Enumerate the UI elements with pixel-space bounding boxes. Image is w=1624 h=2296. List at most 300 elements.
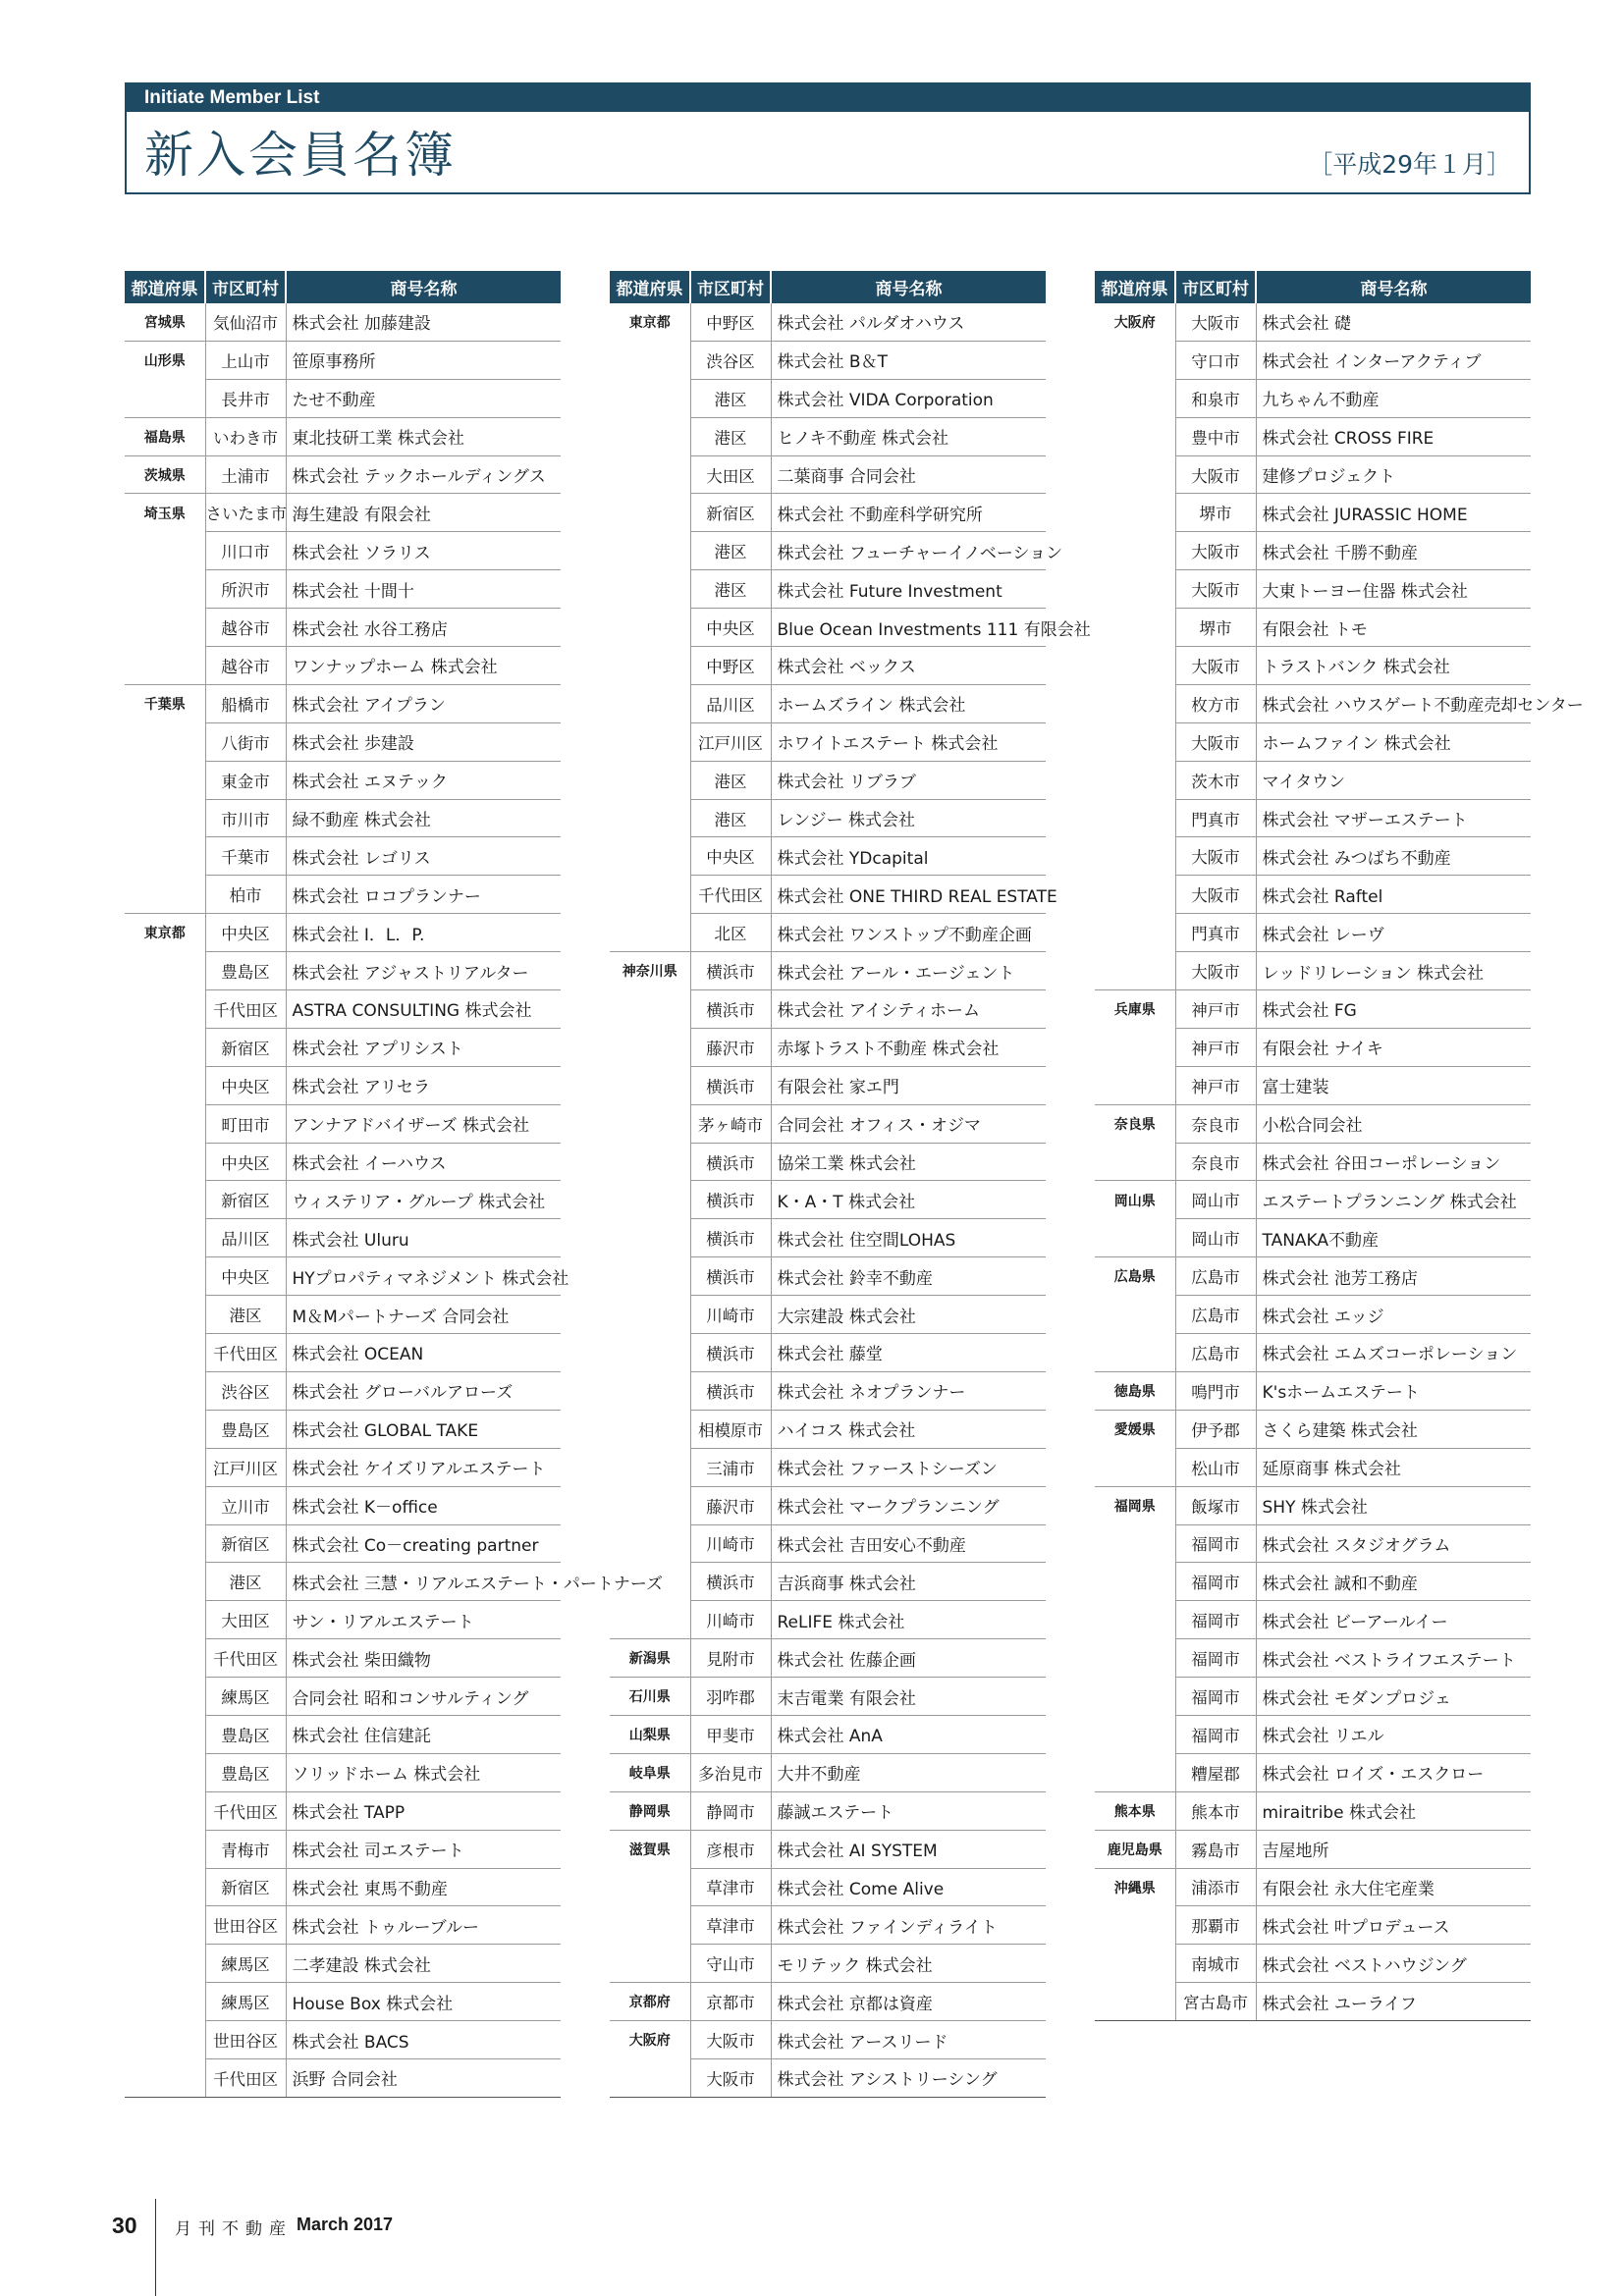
table-row bbox=[610, 1143, 1046, 1181]
company-name-cell: K'sホームエステート bbox=[1256, 1371, 1531, 1410]
city-cell: 港区 bbox=[690, 570, 771, 609]
footer-divider bbox=[155, 2199, 156, 2296]
table-row bbox=[1095, 417, 1531, 455]
header-pref: 都道府県 bbox=[1095, 271, 1175, 303]
company-name-cell: 株式会社 柴田織物 bbox=[286, 1639, 561, 1678]
table-row bbox=[610, 1791, 1046, 1830]
table-row bbox=[125, 1066, 561, 1104]
table-row bbox=[125, 1868, 561, 1906]
city-cell: 青梅市 bbox=[205, 1830, 286, 1868]
city-cell: 福岡市 bbox=[1175, 1524, 1256, 1563]
table-row bbox=[1095, 303, 1531, 341]
table-row bbox=[610, 1524, 1046, 1563]
pref-cell: 埼玉県 bbox=[125, 494, 205, 532]
pref-cell bbox=[125, 722, 205, 761]
city-cell: 茅ヶ崎市 bbox=[690, 1104, 771, 1143]
city-cell: 熊本市 bbox=[1175, 1791, 1256, 1830]
pref-cell: 福岡県 bbox=[1095, 1486, 1175, 1524]
table-row bbox=[125, 1524, 561, 1563]
company-name-cell: 株式会社 K－office bbox=[286, 1486, 561, 1524]
city-cell: 奈良市 bbox=[1175, 1104, 1256, 1143]
company-name-cell: 株式会社 藤堂 bbox=[771, 1334, 1046, 1372]
pref-cell bbox=[610, 1028, 690, 1066]
table-row bbox=[125, 876, 561, 914]
company-name-cell: 株式会社 ONE THIRD REAL ESTATE bbox=[771, 876, 1046, 914]
city-cell: 千代田区 bbox=[690, 876, 771, 914]
company-name-cell: 株式会社 司エステート bbox=[286, 1830, 561, 1868]
pref-cell bbox=[610, 1906, 690, 1945]
pref-cell: 沖縄県 bbox=[1095, 1868, 1175, 1906]
page-title: 新入会員名簿 bbox=[144, 127, 457, 184]
table-row bbox=[1095, 1906, 1531, 1945]
table-row bbox=[610, 1104, 1046, 1143]
city-cell: 横浜市 bbox=[690, 1143, 771, 1181]
issue-date: March 2017 bbox=[297, 2215, 394, 2234]
pref-cell bbox=[610, 1066, 690, 1104]
table-row bbox=[610, 303, 1046, 341]
city-cell: 所沢市 bbox=[205, 570, 286, 609]
table-row bbox=[125, 1601, 561, 1639]
pref-cell bbox=[125, 2021, 205, 2059]
table-row bbox=[1095, 1563, 1531, 1601]
pref-cell bbox=[610, 609, 690, 647]
company-name-cell: 株式会社 テックホールディングス bbox=[286, 455, 561, 494]
company-name-cell: ReLIFE 株式会社 bbox=[771, 1601, 1046, 1639]
pref-cell: 徳島県 bbox=[1095, 1371, 1175, 1410]
city-cell: 練馬区 bbox=[205, 1945, 286, 1983]
company-name-cell: ワンナップホーム 株式会社 bbox=[286, 647, 561, 685]
pref-cell bbox=[610, 1219, 690, 1257]
city-cell: 松山市 bbox=[1175, 1448, 1256, 1486]
table-row bbox=[610, 1945, 1046, 1983]
company-name-cell: 株式会社 アリセラ bbox=[286, 1066, 561, 1104]
city-cell: 鳴門市 bbox=[1175, 1371, 1256, 1410]
header-pref: 都道府県 bbox=[125, 271, 205, 303]
city-cell: 千代田区 bbox=[205, 1791, 286, 1830]
table-row bbox=[1095, 341, 1531, 379]
city-cell: 那覇市 bbox=[1175, 1906, 1256, 1945]
company-name-cell: ソリッドホーム 株式会社 bbox=[286, 1753, 561, 1791]
company-name-cell: レッドリレーション 株式会社 bbox=[1256, 952, 1531, 990]
pref-cell bbox=[1095, 1066, 1175, 1104]
company-name-cell: 赤塚トラスト不動産 株式会社 bbox=[771, 1028, 1046, 1066]
company-name-cell: 株式会社 レーヴ bbox=[1256, 914, 1531, 952]
city-cell: 大阪市 bbox=[1175, 876, 1256, 914]
table-row bbox=[125, 1371, 561, 1410]
pref-cell bbox=[125, 1181, 205, 1219]
company-name-cell: 合同会社 昭和コンサルティング bbox=[286, 1678, 561, 1716]
company-name-cell: 株式会社 アイシティホーム bbox=[771, 990, 1046, 1029]
header-band: Initiate Member List bbox=[127, 84, 1529, 112]
table-row bbox=[125, 1219, 561, 1257]
city-cell: 草津市 bbox=[690, 1868, 771, 1906]
company-name-cell: ハイコス 株式会社 bbox=[771, 1410, 1046, 1448]
city-cell: いわき市 bbox=[205, 417, 286, 455]
pref-cell bbox=[610, 1296, 690, 1334]
pref-cell bbox=[125, 1715, 205, 1753]
table-row bbox=[125, 1296, 561, 1334]
pref-cell: 兵庫県 bbox=[1095, 990, 1175, 1029]
pref-cell bbox=[610, 1104, 690, 1143]
company-name-cell: 株式会社 ネオプランナー bbox=[771, 1371, 1046, 1410]
pref-cell bbox=[1095, 1753, 1175, 1791]
city-cell: 練馬区 bbox=[205, 1983, 286, 2021]
header-city: 市区町村 bbox=[1175, 271, 1256, 303]
pref-cell: 岐阜県 bbox=[610, 1753, 690, 1791]
city-cell: 新宿区 bbox=[205, 1181, 286, 1219]
pref-cell bbox=[1095, 799, 1175, 837]
table-row bbox=[1095, 1143, 1531, 1181]
pref-cell bbox=[610, 1945, 690, 1983]
city-cell: 和泉市 bbox=[1175, 379, 1256, 417]
company-name-cell: 株式会社 リブラブ bbox=[771, 761, 1046, 799]
city-cell: 千代田区 bbox=[205, 990, 286, 1029]
table-row bbox=[1095, 1524, 1531, 1563]
company-name-cell: ウィステリア・グループ 株式会社 bbox=[286, 1181, 561, 1219]
company-name-cell: 株式会社 B＆T bbox=[771, 341, 1046, 379]
table-row bbox=[610, 722, 1046, 761]
pref-cell bbox=[1095, 455, 1175, 494]
pref-cell: 奈良県 bbox=[1095, 1104, 1175, 1143]
company-name-cell: 大東トーヨー住器 株式会社 bbox=[1256, 570, 1531, 609]
table-row bbox=[610, 1601, 1046, 1639]
pref-cell bbox=[610, 379, 690, 417]
pref-cell: 新潟県 bbox=[610, 1639, 690, 1678]
table-row bbox=[1095, 1028, 1531, 1066]
company-name-cell: 海生建設 有限会社 bbox=[286, 494, 561, 532]
city-cell: 枚方市 bbox=[1175, 684, 1256, 722]
company-name-cell: 株式会社 Raftel bbox=[1256, 876, 1531, 914]
magazine-name: 月刊不動産 bbox=[175, 2219, 293, 2239]
pref-cell bbox=[1095, 722, 1175, 761]
pref-cell: 鹿児島県 bbox=[1095, 1830, 1175, 1868]
table-row bbox=[125, 1906, 561, 1945]
pref-cell bbox=[125, 761, 205, 799]
pref-cell bbox=[1095, 1945, 1175, 1983]
pref-cell bbox=[125, 1945, 205, 1983]
table-row bbox=[610, 1334, 1046, 1372]
company-name-cell: ヒノキ不動産 株式会社 bbox=[771, 417, 1046, 455]
city-cell: 静岡市 bbox=[690, 1791, 771, 1830]
table-row bbox=[125, 1830, 561, 1868]
table-row bbox=[125, 455, 561, 494]
company-name-cell: レンジー 株式会社 bbox=[771, 799, 1046, 837]
city-cell: 堺市 bbox=[1175, 494, 1256, 532]
company-name-cell: 株式会社 アースリード bbox=[771, 2021, 1046, 2059]
company-name-cell: 株式会社 三慧・リアルエステート・パートナーズ bbox=[286, 1563, 561, 1601]
table-row bbox=[610, 455, 1046, 494]
table-row bbox=[125, 379, 561, 417]
city-cell: 大阪市 bbox=[690, 2021, 771, 2059]
pref-cell bbox=[610, 990, 690, 1029]
company-name-cell: 株式会社 ベックス bbox=[771, 647, 1046, 685]
table-row bbox=[1095, 722, 1531, 761]
company-name-cell: 株式会社 千勝不動産 bbox=[1256, 532, 1531, 570]
table-row bbox=[1095, 1868, 1531, 1906]
city-cell: 中央区 bbox=[690, 609, 771, 647]
pref-cell bbox=[610, 837, 690, 876]
company-name-cell: 株式会社 Come Alive bbox=[771, 1868, 1046, 1906]
company-name-cell: 株式会社 十間十 bbox=[286, 570, 561, 609]
company-name-cell: サン・リアルエステート bbox=[286, 1601, 561, 1639]
company-name-cell: 株式会社 アジャストリアルター bbox=[286, 952, 561, 990]
company-name-cell: 株式会社 エッジ bbox=[1256, 1296, 1531, 1334]
city-cell: 渋谷区 bbox=[205, 1371, 286, 1410]
header-name: 商号名称 bbox=[1256, 271, 1531, 303]
table-row bbox=[125, 684, 561, 722]
table-row bbox=[125, 761, 561, 799]
city-cell: 見附市 bbox=[690, 1639, 771, 1678]
table-row bbox=[1095, 914, 1531, 952]
pref-cell: 大阪府 bbox=[1113, 315, 1156, 332]
table-row bbox=[610, 1371, 1046, 1410]
company-name-cell: 株式会社 BACS bbox=[286, 2021, 561, 2059]
table-row bbox=[610, 1868, 1046, 1906]
table-row bbox=[610, 914, 1046, 952]
pref-cell bbox=[1095, 1906, 1175, 1945]
pref-cell bbox=[610, 1181, 690, 1219]
company-name-cell: 有限会社 永大住宅産業 bbox=[1256, 1868, 1531, 1906]
table-row bbox=[1095, 799, 1531, 837]
city-cell: 越谷市 bbox=[205, 647, 286, 685]
table-row bbox=[1095, 1181, 1531, 1219]
table-row bbox=[610, 1448, 1046, 1486]
pref-cell: 福島県 bbox=[125, 417, 205, 455]
pref-cell bbox=[1095, 1678, 1175, 1716]
table-row bbox=[125, 417, 561, 455]
city-cell: 大阪市 bbox=[1175, 837, 1256, 876]
pref-cell bbox=[125, 799, 205, 837]
table-row bbox=[1095, 1371, 1531, 1410]
city-cell: 横浜市 bbox=[690, 1563, 771, 1601]
table-row bbox=[125, 1334, 561, 1372]
table-row bbox=[610, 647, 1046, 685]
company-name-cell: たせ不動産 bbox=[286, 379, 561, 417]
table-row bbox=[1095, 609, 1531, 647]
pref-cell bbox=[1095, 1639, 1175, 1678]
table-row bbox=[125, 952, 561, 990]
company-name-cell: K・A・T 株式会社 bbox=[771, 1181, 1046, 1219]
company-name-cell: 株式会社 JURASSIC HOME bbox=[1256, 494, 1531, 532]
company-name-cell: 有限会社 ナイキ bbox=[1256, 1028, 1531, 1066]
city-cell: 越谷市 bbox=[205, 609, 286, 647]
pref-cell bbox=[610, 647, 690, 685]
pref-cell bbox=[1095, 1296, 1175, 1334]
pref-cell bbox=[125, 1983, 205, 2021]
table-row bbox=[125, 1791, 561, 1830]
city-cell: 福岡市 bbox=[1175, 1601, 1256, 1639]
city-cell: 港区 bbox=[690, 532, 771, 570]
company-name-cell: 株式会社 モダンプロジェ bbox=[1256, 1678, 1531, 1716]
city-cell: 横浜市 bbox=[690, 1257, 771, 1296]
city-cell: 草津市 bbox=[690, 1906, 771, 1945]
city-cell: 多治見市 bbox=[690, 1753, 771, 1791]
pref-cell bbox=[125, 1486, 205, 1524]
pref-cell: 大阪府 bbox=[610, 2021, 690, 2059]
company-name-cell: 株式会社 リエル bbox=[1256, 1715, 1531, 1753]
pref-cell: 茨城県 bbox=[125, 455, 205, 494]
table-row bbox=[610, 1678, 1046, 1716]
pref-cell bbox=[610, 914, 690, 952]
header-city: 市区町村 bbox=[690, 271, 771, 303]
table-row bbox=[1095, 1601, 1531, 1639]
city-cell: 横浜市 bbox=[690, 1334, 771, 1372]
company-name-cell: 株式会社 グローバルアローズ bbox=[286, 1371, 561, 1410]
city-cell: 中央区 bbox=[205, 914, 286, 952]
company-name-cell: 富士建装 bbox=[1256, 1066, 1531, 1104]
city-cell: 中野区 bbox=[690, 647, 771, 685]
table-row bbox=[125, 1448, 561, 1486]
pref-cell bbox=[1095, 341, 1175, 379]
company-name-cell: 大井不動産 bbox=[771, 1753, 1046, 1791]
company-name-cell: 株式会社 インターアクティブ bbox=[1256, 341, 1531, 379]
company-name-cell: 株式会社 トゥルーブルー bbox=[286, 1906, 561, 1945]
company-name-cell: 東北技研工業 株式会社 bbox=[286, 417, 561, 455]
table-row bbox=[610, 1715, 1046, 1753]
member-table-3 bbox=[1095, 271, 1584, 2021]
pref-cell bbox=[1095, 417, 1175, 455]
city-cell: 新宿区 bbox=[205, 1524, 286, 1563]
header-city: 市区町村 bbox=[205, 271, 286, 303]
city-cell: 町田市 bbox=[205, 1104, 286, 1143]
pref-cell bbox=[1095, 914, 1175, 952]
city-cell: 広島市 bbox=[1175, 1334, 1256, 1372]
company-name-cell: 株式会社 Co－creating partner bbox=[286, 1524, 561, 1563]
city-cell: 江戸川区 bbox=[690, 722, 771, 761]
table-row bbox=[610, 341, 1046, 379]
table-row bbox=[610, 1983, 1046, 2021]
city-cell: 気仙沼市 bbox=[205, 303, 286, 341]
table-row bbox=[1095, 761, 1531, 799]
city-cell: 京都市 bbox=[690, 1983, 771, 2021]
pref-cell bbox=[610, 1486, 690, 1524]
city-cell: 豊島区 bbox=[205, 1753, 286, 1791]
page-header bbox=[125, 82, 1531, 194]
pref-cell bbox=[1095, 1143, 1175, 1181]
city-cell: 横浜市 bbox=[690, 1219, 771, 1257]
city-cell: 江戸川区 bbox=[205, 1448, 286, 1486]
pref-cell bbox=[125, 1563, 205, 1601]
pref-cell bbox=[125, 1219, 205, 1257]
table-row bbox=[1095, 1410, 1531, 1448]
company-name-cell: トラストバンク 株式会社 bbox=[1256, 647, 1531, 685]
pref-cell bbox=[125, 1257, 205, 1296]
city-cell: 門真市 bbox=[1175, 914, 1256, 952]
table-row bbox=[125, 1715, 561, 1753]
city-cell: 神戸市 bbox=[1175, 990, 1256, 1029]
table-row bbox=[610, 1486, 1046, 1524]
pref-cell: 静岡県 bbox=[610, 1791, 690, 1830]
pref-cell bbox=[125, 1296, 205, 1334]
city-cell: 品川区 bbox=[205, 1219, 286, 1257]
table-row bbox=[1095, 876, 1531, 914]
company-name-cell: モリテック 株式会社 bbox=[771, 1945, 1046, 1983]
table-row bbox=[1095, 1753, 1531, 1791]
company-name-cell: 合同会社 オフィス・オジマ bbox=[771, 1104, 1046, 1143]
city-cell: 大阪市 bbox=[1175, 532, 1256, 570]
table-row bbox=[125, 990, 561, 1029]
table-row bbox=[125, 1753, 561, 1791]
table-row bbox=[1095, 1678, 1531, 1716]
company-name-cell: 九ちゃん不動産 bbox=[1256, 379, 1531, 417]
table-row bbox=[1095, 1219, 1531, 1257]
city-cell: 大阪市 bbox=[1175, 303, 1256, 341]
table-row bbox=[125, 1945, 561, 1983]
city-cell: 大阪市 bbox=[1175, 722, 1256, 761]
city-cell: 広島市 bbox=[1175, 1296, 1256, 1334]
pref-cell bbox=[125, 532, 205, 570]
city-cell: 横浜市 bbox=[690, 952, 771, 990]
company-name-cell: ASTRA CONSULTING 株式会社 bbox=[286, 990, 561, 1029]
city-cell: 相模原市 bbox=[690, 1410, 771, 1448]
company-name-cell: 株式会社 YDcapital bbox=[771, 837, 1046, 876]
city-cell: 中央区 bbox=[205, 1257, 286, 1296]
table-row bbox=[610, 1639, 1046, 1678]
pref-cell bbox=[125, 2058, 205, 2097]
company-name-cell: 株式会社 ロイズ・エスクロー bbox=[1256, 1753, 1531, 1791]
city-cell: 港区 bbox=[205, 1296, 286, 1334]
table-row bbox=[1095, 1791, 1531, 1830]
company-name-cell: 有限会社 家エ門 bbox=[771, 1066, 1046, 1104]
company-name-cell: 二葉商事 合同会社 bbox=[771, 455, 1046, 494]
company-name-cell: 株式会社 ソラリス bbox=[286, 532, 561, 570]
city-cell: 中央区 bbox=[690, 837, 771, 876]
company-name-cell: 株式会社 I．L．P. bbox=[286, 914, 561, 952]
pref-cell bbox=[610, 1524, 690, 1563]
table-row bbox=[1095, 1448, 1531, 1486]
table-row bbox=[1095, 570, 1531, 609]
company-name-cell: 株式会社 フューチャーイノベーション bbox=[771, 532, 1046, 570]
pref-cell bbox=[125, 1334, 205, 1372]
table-row bbox=[1095, 1066, 1531, 1104]
page-number: 30 bbox=[112, 2213, 137, 2238]
table-row bbox=[125, 1104, 561, 1143]
table-row bbox=[125, 722, 561, 761]
pref-cell bbox=[1095, 1219, 1175, 1257]
pref-cell bbox=[125, 609, 205, 647]
city-cell: 宮古島市 bbox=[1175, 1983, 1256, 2021]
company-name-cell: 株式会社 スタジオグラム bbox=[1256, 1524, 1531, 1563]
pref-cell bbox=[1095, 1334, 1175, 1372]
company-name-cell: 株式会社 エヌテック bbox=[286, 761, 561, 799]
company-name-cell: 株式会社 みつばち不動産 bbox=[1256, 837, 1531, 876]
city-cell: 霧島市 bbox=[1175, 1830, 1256, 1868]
table-row bbox=[1095, 1334, 1531, 1372]
pref-cell bbox=[1095, 1524, 1175, 1563]
city-cell: 立川市 bbox=[205, 1486, 286, 1524]
city-cell: 港区 bbox=[205, 1563, 286, 1601]
company-name-cell: 浜野 合同会社 bbox=[286, 2058, 561, 2097]
pref-cell bbox=[610, 799, 690, 837]
table-row bbox=[610, 2058, 1046, 2097]
city-cell: 上山市 bbox=[205, 341, 286, 379]
table-row bbox=[125, 1563, 561, 1601]
pref-cell bbox=[610, 1371, 690, 1410]
city-cell: 大田区 bbox=[205, 1601, 286, 1639]
pref-cell bbox=[1095, 570, 1175, 609]
company-name-cell: 延原商事 株式会社 bbox=[1256, 1448, 1531, 1486]
table-row bbox=[125, 799, 561, 837]
city-cell: 彦根市 bbox=[690, 1830, 771, 1868]
city-cell: 福岡市 bbox=[1175, 1639, 1256, 1678]
pref-cell bbox=[1095, 837, 1175, 876]
company-name-cell: ホワイトエステート 株式会社 bbox=[771, 722, 1046, 761]
company-name-cell: 株式会社 加藤建設 bbox=[286, 303, 561, 341]
table-row bbox=[1095, 532, 1531, 570]
company-name-cell: 有限会社 トモ bbox=[1256, 609, 1531, 647]
city-cell: 川口市 bbox=[205, 532, 286, 570]
city-cell: 大阪市 bbox=[1175, 952, 1256, 990]
